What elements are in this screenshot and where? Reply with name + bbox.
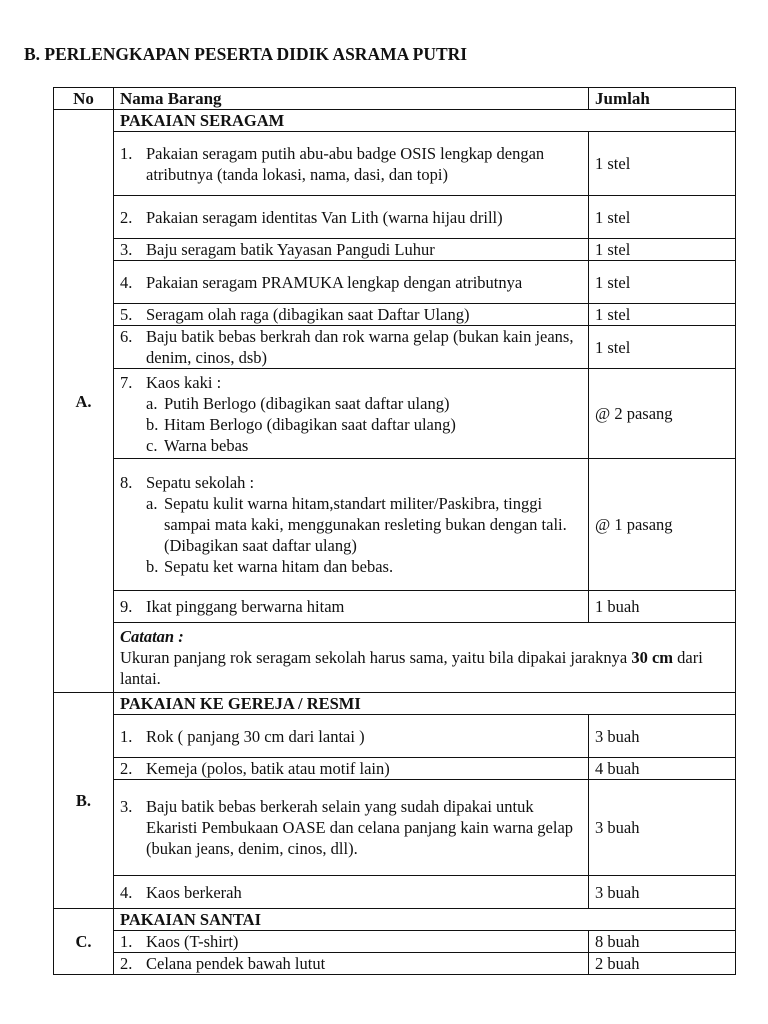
item-quantity: 4 buah: [589, 758, 736, 780]
item-number: 7.: [120, 372, 133, 392]
item-text: Rok ( panjang 30 cm dari lantai ): [146, 726, 365, 746]
item-number: 1.: [120, 726, 133, 746]
item-quantity: @ 2 pasang: [589, 369, 736, 459]
item-name-cell: [114, 953, 589, 975]
item-number: 2.: [120, 954, 133, 973]
equipment-table: [53, 87, 736, 975]
item-quantity: 1 stel: [589, 196, 736, 239]
item-name-cell: [114, 715, 589, 758]
sub-item: [146, 435, 582, 456]
item-number: 9.: [120, 597, 133, 616]
table-header-row: [54, 88, 736, 110]
equipment-table-body: [54, 88, 736, 975]
item-number: 2.: [120, 759, 133, 778]
item-text: Celana pendek bawah lutut: [146, 954, 326, 973]
item-text: Pakaian seragam putih abu-abu badge OSIS lengkap dengan atributnya (tanda lokasi, nama, dasi, dan topi): [146, 143, 545, 184]
table-row: [54, 326, 736, 369]
sub-item-list: [120, 393, 582, 456]
item-text: Kaos kaki :: [146, 372, 222, 392]
table-row: [54, 304, 736, 326]
note-label: Catatan :: [120, 627, 184, 646]
item-name-cell: [114, 326, 589, 369]
section-row: [54, 909, 736, 931]
note-text-after: dari lantai.: [120, 648, 703, 688]
list-item: [120, 882, 582, 903]
item-text: Baju batik bebas berkrah dan rok warna gelap (bukan kain jeans, denim, cinos, dsb): [146, 327, 574, 367]
item-name-cell: [114, 369, 589, 459]
item-text: Baju batik bebas berkerah selain yang sudah dipakai untuk Ekaristi Pembukaan OASE dan celana panjang kain warna gelap (bukan jeans, denim, cinos, dll).: [146, 797, 574, 858]
item-name-cell: [114, 758, 589, 780]
sub-item: [146, 493, 582, 556]
sub-item: [146, 393, 582, 414]
item-text: Ikat pinggang berwarna hitam: [146, 597, 345, 616]
item-name-cell: [114, 239, 589, 261]
item-name-cell: [114, 261, 589, 304]
item-quantity: 3 buah: [589, 876, 736, 909]
item-text: Kaos berkerah: [146, 882, 242, 902]
section-number: C.: [54, 909, 114, 975]
item-text: Kemeja (polos, batik atau motif lain): [146, 759, 390, 778]
item-number: 1.: [120, 143, 133, 163]
sub-item-text: Warna bebas: [164, 435, 249, 455]
section-number: A.: [54, 110, 114, 693]
sub-item-letter: b.: [146, 414, 159, 434]
sub-item-text: Hitam Berlogo (dibagikan saat daftar ulang): [164, 414, 456, 434]
note-cell: [114, 623, 736, 693]
table-row: [54, 715, 736, 758]
item-quantity: 3 buah: [589, 715, 736, 758]
item-name-cell: [114, 931, 589, 953]
header-name: Nama Barang: [114, 88, 589, 110]
note-row: [54, 623, 736, 693]
list-item: [120, 239, 582, 260]
table-row: [54, 876, 736, 909]
item-quantity: 1 stel: [589, 132, 736, 196]
list-item: [120, 758, 582, 779]
item-quantity: 8 buah: [589, 931, 736, 953]
item-name-cell: [114, 876, 589, 909]
list-item: [120, 931, 582, 952]
list-item: [120, 726, 582, 747]
item-text: Kaos (T-shirt): [146, 932, 239, 951]
sub-item-letter: b.: [146, 557, 159, 576]
table-row: [54, 459, 736, 591]
item-number: 6.: [120, 327, 133, 346]
item-text: Pakaian seragam identitas Van Lith (warna hijau drill): [146, 207, 503, 227]
section-number: B.: [54, 693, 114, 909]
sub-item-letter: a.: [146, 393, 158, 413]
item-quantity: @ 1 pasang: [589, 459, 736, 591]
header-no: No: [54, 88, 114, 110]
list-item: [120, 372, 582, 393]
item-number: 3.: [120, 797, 133, 816]
item-name-cell: [114, 459, 589, 591]
list-item: [120, 207, 582, 228]
table-row: [54, 261, 736, 304]
section-row: [54, 110, 736, 132]
note-text: [120, 647, 729, 689]
item-text: Pakaian seragam PRAMUKA lengkap dengan atributnya: [146, 272, 523, 292]
item-number: 5.: [120, 305, 133, 324]
list-item: [120, 272, 582, 293]
item-quantity: 1 stel: [589, 239, 736, 261]
item-quantity: 2 buah: [589, 953, 736, 975]
table-row: [54, 780, 736, 876]
item-text: Sepatu sekolah :: [146, 473, 255, 492]
section-title: PAKAIAN SANTAI: [114, 909, 736, 931]
table-row: [54, 953, 736, 975]
item-quantity: 1 stel: [589, 326, 736, 369]
sub-item-letter: a.: [146, 494, 158, 513]
sub-item-text: Putih Berlogo (dibagikan saat daftar ulang): [164, 393, 450, 413]
list-item: [120, 953, 582, 974]
list-item: [120, 304, 582, 325]
header-qty: Jumlah: [589, 88, 736, 110]
item-name-cell: [114, 591, 589, 623]
table-row: [54, 132, 736, 196]
table-row: [54, 196, 736, 239]
item-quantity: 1 stel: [589, 261, 736, 304]
sub-item: [146, 414, 582, 435]
item-number: 4.: [120, 272, 133, 292]
item-number: 4.: [120, 882, 133, 902]
list-item: [120, 472, 582, 493]
item-name-cell: [114, 304, 589, 326]
table-row: [54, 369, 736, 459]
item-text: Seragam olah raga (dibagikan saat Daftar Ulang): [146, 305, 470, 324]
item-text: Baju seragam batik Yayasan Pangudi Luhur: [146, 240, 435, 259]
item-quantity: 1 buah: [589, 591, 736, 623]
sub-item-letter: c.: [146, 435, 158, 455]
list-item: [120, 326, 582, 368]
list-item: [120, 143, 582, 185]
sub-item-list: [120, 493, 582, 577]
section-title: PAKAIAN SERAGAM: [114, 110, 736, 132]
table-row: [54, 239, 736, 261]
item-number: 2.: [120, 207, 133, 227]
table-row: [54, 591, 736, 623]
sub-item: [146, 556, 582, 577]
item-number: 3.: [120, 240, 133, 259]
item-name-cell: [114, 780, 589, 876]
note-text-bold: 30 cm: [631, 648, 674, 667]
section-row: [54, 693, 736, 715]
sub-item-text: Sepatu kulit warna hitam,standart militer/Paskibra, tinggi sampai mata kaki, menggunakan resleting bukan dengan tali. (Dibagikan saat daftar ulang): [164, 494, 567, 555]
note-text-before: Ukuran panjang rok seragam sekolah harus sama, yaitu bila dipakai jaraknya: [120, 648, 628, 667]
item-quantity: 3 buah: [589, 780, 736, 876]
item-number: 1.: [120, 932, 133, 951]
sub-item-text: Sepatu ket warna hitam dan bebas.: [164, 557, 394, 576]
list-item: [120, 796, 582, 859]
section-title: PAKAIAN KE GEREJA / RESMI: [114, 693, 736, 715]
item-name-cell: [114, 132, 589, 196]
list-item: [120, 596, 582, 617]
table-row: [54, 931, 736, 953]
item-number: 8.: [120, 473, 133, 492]
document-title: B. PERLENGKAPAN PESERTA DIDIK ASRAMA PUTRI: [24, 44, 468, 64]
table-row: [54, 758, 736, 780]
item-quantity: 1 stel: [589, 304, 736, 326]
item-name-cell: [114, 196, 589, 239]
